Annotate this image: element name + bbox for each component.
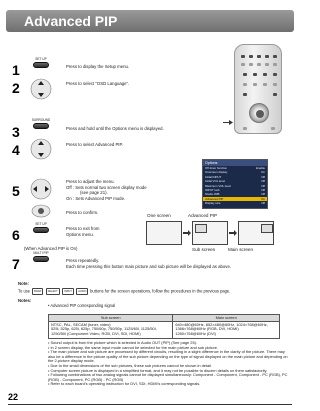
menu-row-value: Off [261,192,265,197]
page-title: Advanced PIP [24,13,118,29]
surround-button[interactable] [33,123,49,129]
step-3-button-caption: SURROUND [31,118,51,122]
note-label: Note: [18,281,29,286]
left-right-arrow-buttons-icon[interactable] [30,178,52,200]
page-number: 22 [8,392,19,402]
support-line: • Advanced PIP corresponding signal [48,303,116,308]
remote-key [243,127,247,130]
step-3-text: Press and hold until the Options menu is displayed. [66,126,164,131]
menu-row-value: On [261,170,265,175]
remote-key [265,55,269,58]
options-menu-screenshot [202,159,268,209]
menu-row-label: INPUT lock [205,187,220,192]
step-5-line-2: Off : Sets normal two screen display mode [66,184,147,190]
remote-dpad-center [256,110,264,118]
input-button-glyph: INPUT [64,290,72,293]
select-button-glyph: SELECT [47,290,58,293]
note-text [18,288,230,295]
menu-row-label: Display size [205,201,221,206]
menu-row-value: On [261,196,265,201]
notes-label: Notes: [18,298,32,303]
setup-button[interactable] [33,62,49,68]
advanced-pip-diagram [192,221,228,245]
audio-button-glyph: AUDIO [78,290,87,293]
step-4-number: 4 [12,142,20,158]
remote-key [249,63,253,66]
remote-key [257,63,261,66]
up-down-arrow-buttons-icon[interactable] [30,138,52,160]
remote-control-illustration [234,44,282,134]
table-header-sub: Sub screen [49,315,173,322]
step-1-text: Press to display the Setup menu. [66,64,130,69]
menu-row-label: Studio W/B [205,192,220,197]
bullet-1: • Sound output is from the picture which is selected in Audio OUT (PIP) (See page 25). [48,340,197,345]
remote-key [243,93,247,96]
menu-row-label: Maximum VOL level [205,183,231,188]
menu-row-value: Off [261,187,265,192]
remote-key [273,83,277,86]
step-1-number: 1 [12,62,20,78]
label-main-screen: Main screen [228,247,254,252]
table-row [49,321,280,338]
one-screen-diagram [146,221,182,245]
remote-key [263,73,267,76]
setup-exit-button[interactable] [33,227,49,233]
menu-row-label: Advanced PIP [205,196,224,201]
title-bar [6,10,294,32]
note-prefix: To use [18,288,31,294]
sub-screen-inset [261,224,273,233]
remote-key [273,63,277,66]
swapped-pip-diagram [238,221,274,245]
multi-pip-button[interactable] [33,256,49,262]
remote-key [257,55,261,58]
label-advanced-pip: Advanced PIP [188,213,218,218]
menu-row-value: Off [261,174,265,179]
remote-key [273,55,277,58]
step-7-number: 7 [12,256,20,272]
when-on-label: (When Advanced PIP is On) [24,246,78,251]
menu-row-label: Initial VOL level [205,179,225,184]
confirm-text: Press to confirm. [66,210,99,215]
step-3-number: 3 [12,124,20,140]
bullet-3: • The main picture and sub picture are processed by different circuits, resulting in a slight difference in the clarity of the picture. There may also be a difference in the picture quality of the sub picture depending on the type of signal displayed on the main picture and depending on the 2-picture display mode. [48,349,288,364]
step-6-line-1: Press to exit from [66,226,100,231]
step-7-line-1: Press repeatedly. [66,258,100,263]
step-5-number: 5 [12,183,20,199]
arrow-right-icon [229,229,237,237]
remote-key [241,63,245,66]
remote-key [253,73,257,76]
remote-key [271,127,275,130]
step-7-line-2: Each time pressing this button main picture and sub picture will be displayed as above. [66,263,232,269]
step-5-line-4: On : Sets Advanced PIP mode. [66,195,126,201]
action-button-icon[interactable] [30,204,52,218]
menu-row-value: Off [261,179,265,184]
menu-row [203,201,267,205]
bullet-4: • Due to the small dimensions of the sub pictures, these sub pictures cannot be shown in detail. [48,363,212,368]
label-one-screen: One screen [147,213,171,218]
arrow-right-icon [183,229,191,237]
page-footer-rule [8,404,292,405]
bullet-7: • Refer to each board's operating instruction for DVI, SDI, HDMI's corresponding signals. [48,381,201,387]
step-1-button-caption: SET UP [35,57,47,61]
menu-row-label: Onscreen display [205,170,228,175]
sub-screen-inset [195,224,207,233]
menu-row-label: Off-timer function [205,166,228,170]
remote-key [249,55,253,58]
step-5-line-3: (see page 21). [80,190,108,195]
remote-key [243,73,247,76]
remote-key [241,55,245,58]
step-6-line-2: Options menu. [66,231,94,237]
remote-key [253,83,257,86]
step-6-number: 6 [12,227,20,243]
bullet-2: • In 2 screen display, the same input mode cannot be selected for the main picture and sub picture. [48,344,218,350]
remote-dpad [249,103,269,123]
step-6-button-caption: SET UP [35,222,47,226]
options-menu-title: Options [203,160,267,166]
step-2-text: Press to select "OSD Language". [66,81,130,86]
table-cell-sub: NTSC, PAL, SECAM (tuner, video) 525i, 525p, 625i, 625p, 750/60p, 750/50p, 1125/60i, 1125/50i, 1250/50i (Component Video, RGB, DVI, SDI, HDMI) [49,321,173,338]
remote-key [263,83,267,86]
step-5-line-1: Press to adjust the menu. [66,179,115,184]
menu-row-value: Enable [255,166,265,170]
bullet-6: • Following combinations of two analog signals cannot be displayed simultaneously: Component - Component, Component - PC (RGB), PC (RGB) - Component, PC (RGB) - PC (RGB) [48,372,288,382]
remote-key [273,93,277,96]
menu-row-value: Off [261,183,265,188]
step-7-button-caption: MULTI PIP [33,251,49,255]
table-header-main: Main screen [173,315,280,322]
step-2-number: 2 [12,80,20,96]
menu-row-label: Initial INPUT [205,174,222,179]
label-sub-screen: Sub screen [192,247,216,252]
advanced-pip-signal-table [48,314,280,339]
menu-row-value: Off [261,201,265,206]
hand-pointer-icon [222,118,234,127]
remote-key [265,63,269,66]
remote-key [243,83,247,86]
remote-key [273,73,277,76]
bullet-5: • Computer screen picture is displayed in a simplified format, and it may not be possible to discern details on them satisfactorily. [48,367,268,373]
table-cell-main: 640×480@60Hz, 852×480@60Hz, 1024×768@60Hz, 1366×768@60Hz (RGB, DVI, HDMI) 1280×768@60Hz (DVI) [173,321,280,338]
swap-button-glyph: SWAP [33,290,42,293]
note-suffix: buttons for the screen operations, follow the procedures in the previous page. [90,288,231,294]
up-down-arrow-buttons-icon[interactable] [30,78,52,100]
step-4-text: Press to select Advanced PIP. [66,142,124,147]
